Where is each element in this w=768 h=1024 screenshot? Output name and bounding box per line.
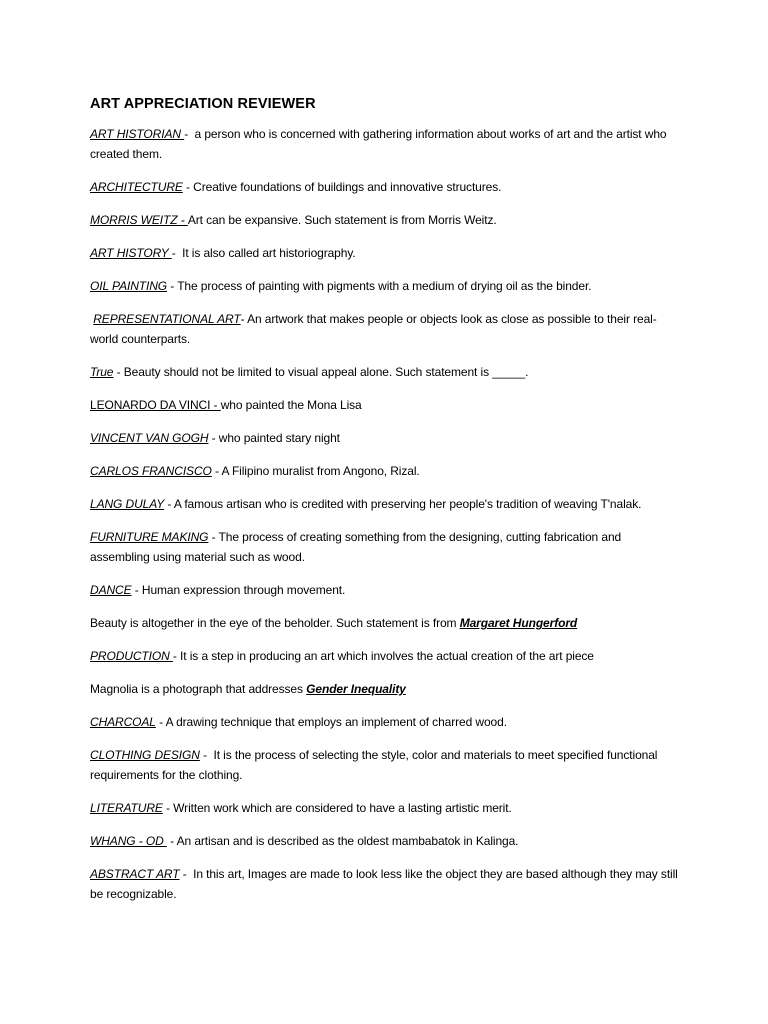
entry-definition: - An artwork that makes people or objects look as close as possible to their real-world counterparts. bbox=[90, 312, 657, 346]
entry-term: VINCENT VAN GOGH bbox=[90, 431, 209, 445]
entry-definition: - Written work which are considered to have a lasting artistic merit. bbox=[162, 801, 512, 815]
entry-definition: Art can be expansive. Such statement is from Morris Weitz. bbox=[187, 213, 497, 227]
entry-term: CARLOS FRANCISCO bbox=[90, 464, 212, 478]
glossary-entry bbox=[90, 712, 680, 732]
entry-definition: who painted the Mona Lisa bbox=[220, 398, 362, 412]
entry-list bbox=[90, 124, 680, 904]
entry-term: WHANG - OD bbox=[90, 834, 167, 848]
glossary-entry bbox=[90, 745, 680, 785]
entry-definition: - a person who is concerned with gathering information about works of art and the artist who created them. bbox=[90, 127, 670, 161]
glossary-entry bbox=[90, 679, 680, 699]
entry-term: True bbox=[90, 365, 114, 379]
entry-definition: - Beauty should not be limited to visual appeal alone. Such statement is _____. bbox=[113, 365, 529, 379]
glossary-entry bbox=[90, 461, 680, 481]
entry-term: MORRIS WEITZ - bbox=[90, 213, 188, 227]
entry-definition: - A Filipino muralist from Angono, Rizal. bbox=[211, 464, 420, 478]
glossary-entry bbox=[90, 276, 680, 296]
glossary-entry bbox=[90, 494, 680, 514]
document-page bbox=[90, 96, 680, 917]
entry-definition: - It is a step in producing an art which involves the actual creation of the art piece bbox=[172, 649, 594, 663]
entry-term: FURNITURE MAKING bbox=[90, 530, 209, 544]
glossary-entry bbox=[90, 613, 680, 633]
entry-term: CHARCOAL bbox=[90, 715, 156, 729]
entry-definition: - who painted stary night bbox=[208, 431, 340, 445]
glossary-entry bbox=[90, 210, 680, 230]
glossary-entry bbox=[90, 177, 680, 197]
glossary-entry bbox=[90, 864, 680, 904]
entry-definition: - It is the process of selecting the style, color and materials to meet specified functional requirements for the clothing. bbox=[90, 748, 661, 782]
glossary-entry bbox=[90, 362, 680, 382]
entry-definition: - In this art, Images are made to look less like the object they are based although they may still be recognizable. bbox=[90, 867, 681, 901]
glossary-entry bbox=[90, 527, 680, 567]
entry-term: CLOTHING DESIGN bbox=[90, 748, 200, 762]
entry-term: ART HISTORIAN bbox=[90, 127, 185, 141]
entry-term: Gender Inequality bbox=[306, 682, 406, 696]
entry-term: LEONARDO DA VINCI - bbox=[90, 398, 221, 412]
glossary-entry bbox=[90, 428, 680, 448]
entry-definition: - The process of painting with pigments with a medium of drying oil as the binder. bbox=[167, 279, 592, 293]
entry-definition: - It is also called art historiography. bbox=[171, 246, 356, 260]
glossary-entry bbox=[90, 580, 680, 600]
glossary-entry bbox=[90, 124, 680, 164]
entry-term: ARCHITECTURE bbox=[90, 180, 183, 194]
glossary-entry bbox=[90, 831, 680, 851]
entry-term: ABSTRACT ART bbox=[90, 867, 180, 881]
glossary-entry bbox=[90, 798, 680, 818]
document-title: ART APPRECIATION REVIEWER bbox=[90, 96, 316, 112]
entry-definition: - The process of creating something from the designing, cutting fabrication and assembling using material such as wood. bbox=[90, 530, 625, 564]
glossary-entry bbox=[90, 309, 680, 349]
entry-definition: - A drawing technique that employs an implement of charred wood. bbox=[155, 715, 507, 729]
entry-term: DANCE bbox=[90, 583, 132, 597]
entry-lead-text: Magnolia is a photograph that addresses bbox=[90, 682, 307, 696]
entry-lead-text: Beauty is altogether in the eye of the beholder. Such statement is from bbox=[90, 616, 460, 630]
entry-term: LITERATURE bbox=[90, 801, 163, 815]
entry-term: Margaret Hungerford bbox=[459, 616, 578, 630]
glossary-entry bbox=[90, 395, 680, 415]
entry-term: PRODUCTION bbox=[90, 649, 173, 663]
entry-term: LANG DULAY bbox=[90, 497, 165, 511]
glossary-entry bbox=[90, 646, 680, 666]
entry-definition: - An artisan and is described as the oldest mambabatok in Kalinga. bbox=[166, 834, 519, 848]
entry-definition: - A famous artisan who is credited with preserving her people's tradition of weaving T'nalak. bbox=[164, 497, 642, 511]
entry-definition: - Human expression through movement. bbox=[131, 583, 346, 597]
entry-term: ART HISTORY bbox=[90, 246, 172, 260]
entry-term: REPRESENTATIONAL ART bbox=[93, 312, 241, 326]
entry-definition: - Creative foundations of buildings and innovative structures. bbox=[182, 180, 502, 194]
glossary-entry bbox=[90, 243, 680, 263]
entry-term: OIL PAINTING bbox=[90, 279, 168, 293]
